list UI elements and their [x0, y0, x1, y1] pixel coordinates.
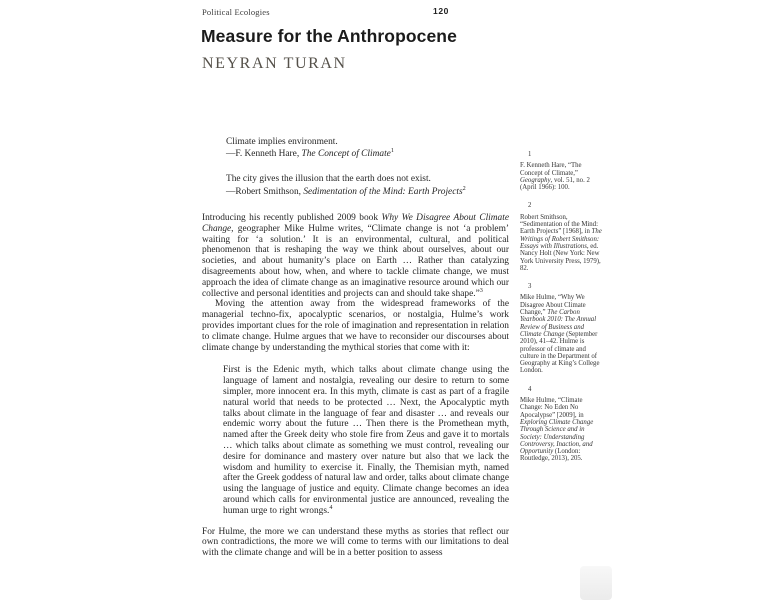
epigraph-quote: Climate implies environment. — [226, 137, 338, 147]
body-text — [202, 213, 509, 559]
footnote-text: Robert Smithson, “Sedimentation of the Mind: Earth Projects” [1968], in The Writings of Robert Smithson: Essays with Illustrations, ed. Nancy Holt (New York: New York University Press, 1979), 82. — [520, 213, 602, 272]
footnote-number: 3 — [528, 283, 532, 291]
author-name: NEYRAN TURAN — [202, 55, 347, 72]
paragraph: Moving the attention away from the widespread frameworks of the managerial techno-fix, apocalyptic scenarios, or nostalgia, Hulme’s work provides important clues for the role of imagination and representation in relation to climate change. Hulme argues that we have to reconsider our discourses about climate change by understanding the mythical stories that come with it: — [202, 299, 509, 353]
page-title: Measure for the Anthropocene — [201, 26, 457, 46]
footnotes-sidebar — [520, 151, 604, 463]
epigraph-attribution: —Robert Smithson, Sedimentation of the Mind: Earth Projects$^2$ — [226, 184, 466, 197]
footnote — [520, 283, 604, 375]
paragraph: For Hulme, the more we can understand these myths as stories that reflect our own contradictions, the more we will come to terms with our limitations to deal with the climate change and will be in a better position to assess — [202, 526, 509, 559]
paragraph: Introducing his recently published 2009 book Why We Disagree About Climate Change, geographer Mike Hulme writes, “Climate change is not ‘a problem’ waiting for ‘a solution.’ It is an environmental, cultural, and political phenomenon that is reshaping the way we think about ourselves, about our societies, and about humanity’s place on Earth … Rather than catalyzing disagreements about how, when, and where to tackle climate change, we must approach the idea of climate change as an imaginative resource around which our collective and personal identities and projects can and should take shape.”$^3$ — [202, 213, 510, 299]
footnote-number: 1 — [528, 151, 532, 158]
footnote — [520, 386, 604, 463]
epigraph-attribution: —F. Kenneth Hare, The Concept of Climate$^1$ — [226, 147, 394, 160]
page-number: 120 — [433, 6, 449, 16]
footnote-text: Mike Hulme, “Climate Change: No Eden No Apocalypse” [2009], in Exploring Climate Change Through Science and in Society: Understanding Controversy, Inaction, and Opportunity (London: Routledge, 2013), 205. — [520, 397, 594, 463]
epigraph-quote: The city gives the illusion that the earth does not exist. — [226, 174, 431, 185]
footnote-number: 2 — [528, 202, 532, 210]
epigraph — [226, 136, 518, 160]
epigraph-block — [226, 136, 518, 198]
running-head: Political Ecologies — [202, 7, 270, 17]
footnote — [520, 151, 604, 191]
epigraph — [226, 173, 518, 197]
scrollbar-thumb[interactable] — [580, 566, 612, 600]
footnote-number: 4 — [528, 385, 532, 393]
footnote — [520, 202, 604, 272]
footnote-text: Mike Hulme, “Why We Disagree About Climate Change,” The Carbon Yearbook 2010: The Annual Review of Business and Climate Change (September 2010), 41–42. Hulme is professor of climate and culture in the Department of Geography at King’s College London. — [520, 294, 600, 375]
blockquote: First is the Edenic myth, which talks about climate change using the language of lament and nostalgia, revealing our desire to return to some simpler, more innocent era. In this myth, climate is cast as part of a fragile natural world that needs to be protected … Next, the Apocalyptic myth talks about climate in the language of fear and disaster … and reveals our endemic worry about the future … Then there is the Promethean myth, named after the Greek deity who stole fire from Zeus and gave it to mortals … which talks about climate as something we must control, revealing our desire for dominance and mastery over nature but also that we lack the wisdom and humility to exercise it. Finally, the Themisian myth, named after the Greek goddess of natural law and order, talks about climate change using the language of justice and equity. Climate change becomes an idea around which calls for environmental justice are announced, revealing the human urge to right wrongs.$^4$ — [223, 365, 509, 516]
footnote-text: F. Kenneth Hare, “The Concept of Climate,” Geography, vol. 51, no. 2 (April 1966): 100. — [520, 162, 590, 192]
